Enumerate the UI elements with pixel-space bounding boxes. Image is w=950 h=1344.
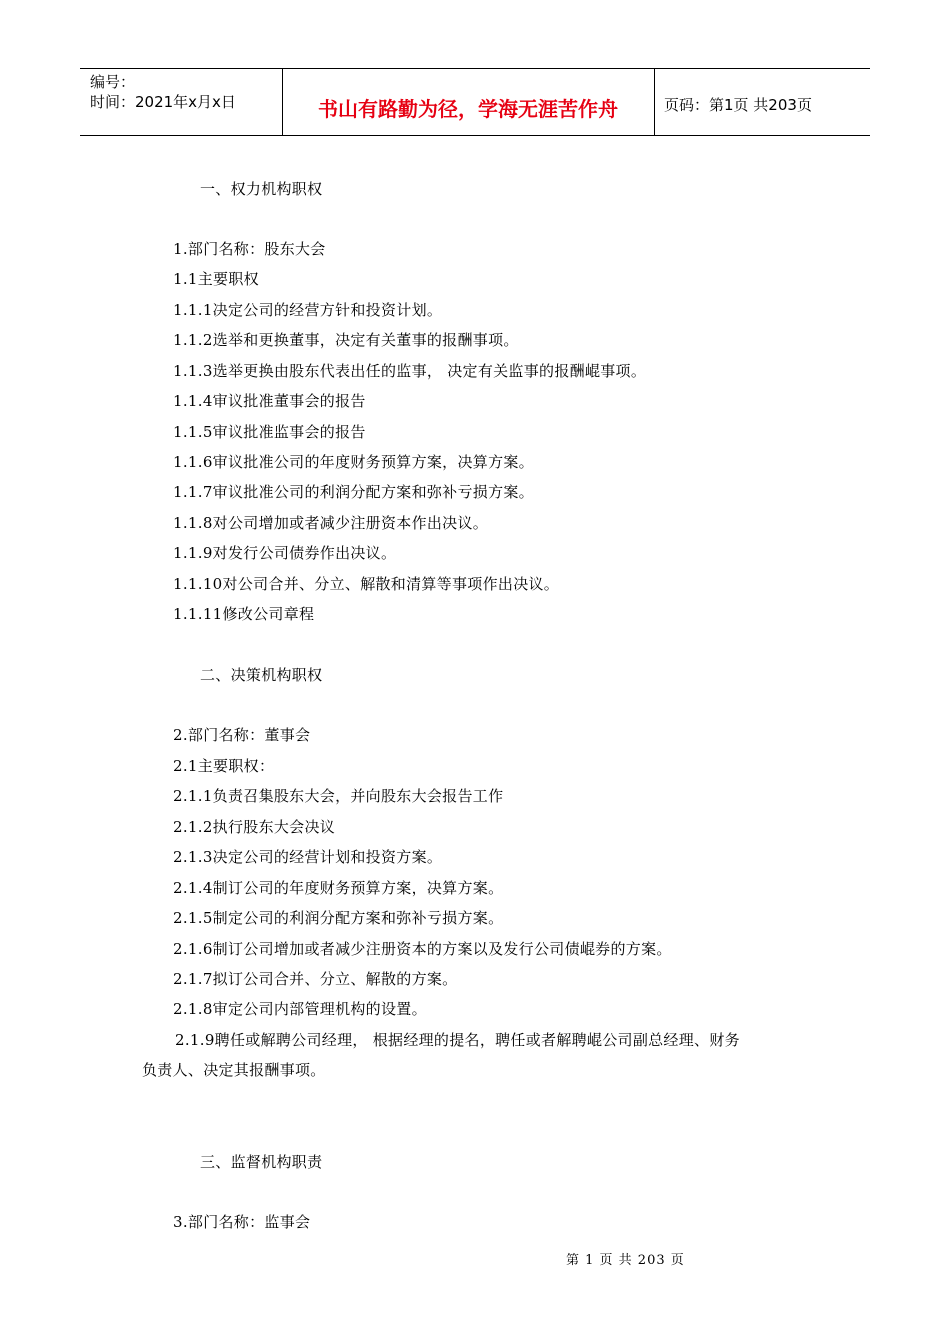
main-duties-heading: 2.1主要职权： xyxy=(173,757,275,775)
duty-item: 1.1.3选举更换由股东代表出任的监事， 决定有关监事的报酬崐事项。 xyxy=(173,362,647,380)
document-time-label: 时间：2021年x月x日 xyxy=(90,93,236,111)
header-meta xyxy=(90,72,236,112)
duty-item: 1.1.10对公司合并、分立、解散和清算等事项作出决议。 xyxy=(173,575,560,593)
duty-item: 2.1.1负责召集股东大会，并向股东大会报告工作 xyxy=(173,787,504,805)
duty-item: 2.1.3决定公司的经营计划和投资方案。 xyxy=(173,848,443,866)
duty-item: 2.1.4制订公司的年度财务预算方案，决算方案。 xyxy=(173,879,504,897)
document-number-label: 编号： xyxy=(90,73,136,91)
duty-item: 1.1.9对发行公司债券作出决议。 xyxy=(173,544,397,562)
duty-item-long-line1: 2.1.9聘任或解聘公司经理， 根据经理的提名，聘任或者解聘崐公司副总经理、财务 xyxy=(175,1031,740,1049)
duty-item: 1.1.11修改公司章程 xyxy=(173,605,315,623)
duty-item: 1.1.5审议批准监事会的报告 xyxy=(173,423,366,441)
section-title: 二、决策机构职权 xyxy=(200,666,323,684)
department-name: 2.部门名称：董事会 xyxy=(173,726,311,744)
duty-item: 2.1.8审定公司内部管理机构的设置。 xyxy=(173,1000,427,1018)
duty-item: 1.1.1决定公司的经营方针和投资计划。 xyxy=(173,301,443,319)
duty-item: 2.1.7拟订公司合并、分立、解散的方案。 xyxy=(173,970,458,988)
duty-item: 1.1.6审议批准公司的年度财务预算方案，决算方案。 xyxy=(173,453,534,471)
department-name: 1.部门名称：股东大会 xyxy=(173,240,326,258)
department-name: 3.部门名称：监事会 xyxy=(173,1213,311,1231)
header-divider-right xyxy=(654,68,655,136)
duty-item: 1.1.4审议批准董事会的报告 xyxy=(173,392,366,410)
section-title: 一、权力机构职权 xyxy=(200,180,323,198)
main-duties-heading: 1.1主要职权 xyxy=(173,270,259,288)
duty-item: 1.1.8对公司增加或者减少注册资本作出决议。 xyxy=(173,514,489,532)
duty-item-long-line2: 负责人、决定其报酬事项。 xyxy=(142,1061,326,1079)
header-motto: 书山有路勤为径，学海无涯苦作舟 xyxy=(318,97,618,121)
duty-item: 2.1.6制订公司增加或者减少注册资本的方案以及发行公司债崐券的方案。 xyxy=(173,940,672,958)
header-page-label: 页码：第1页 共203页 xyxy=(664,96,812,114)
duty-item: 1.1.2选举和更换董事，决定有关董事的报酬事项。 xyxy=(173,331,519,349)
section-title: 三、监督机构职责 xyxy=(200,1153,323,1171)
header-top-rule xyxy=(80,68,870,69)
header-bottom-rule xyxy=(80,135,870,136)
duty-item: 1.1.7审议批准公司的利润分配方案和弥补亏损方案。 xyxy=(173,483,534,501)
page-footer: 第 1 页 共 203 页 xyxy=(566,1253,685,1268)
duty-item: 2.1.2执行股东大会决议 xyxy=(173,818,336,836)
duty-item: 2.1.5制定公司的利润分配方案和弥补亏损方案。 xyxy=(173,909,504,927)
